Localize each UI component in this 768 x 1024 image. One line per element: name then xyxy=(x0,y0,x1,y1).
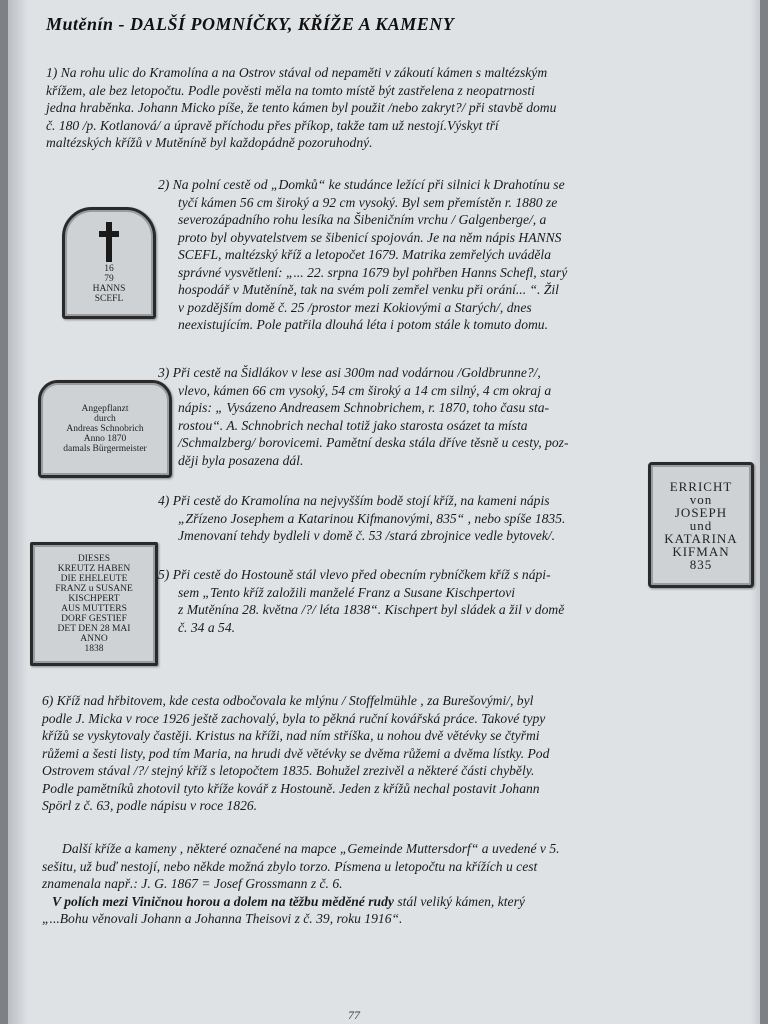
text-line: 2) Na polní cestě od „Domků“ ke studánce ležící při silnici k Drahotínu se xyxy=(158,177,565,192)
text-line: správné vysvětlení: „... 22. srpna 1679 byl pohřben Hanns Schefl, starý xyxy=(178,264,568,280)
paragraph-6 xyxy=(42,692,732,815)
stone-photo-kischpert xyxy=(30,542,158,666)
stone-inscription-line: ERRICHT xyxy=(669,478,733,494)
stone-inscription-line: durch xyxy=(94,414,116,424)
stone-inscription-line: FRANZ u SUSANE xyxy=(55,584,133,594)
paragraph-7 xyxy=(42,840,732,928)
text-line: Jmenovaní tehdy bydleli v domě č. 53 /stará zbrojnice vedle bytovek/. xyxy=(178,528,555,543)
stone-inscription-line: JOSEPH xyxy=(674,504,728,520)
stone-inscription-line: und xyxy=(689,517,713,533)
stone-inscription-line: DIE EHELEUTE xyxy=(60,574,128,584)
text-line: znamenala např.: J. G. 1867 = Josef Grossmann z č. 6. xyxy=(42,876,343,891)
text-line: hospodář v Mutěníně, tak na svém poli zemřel venku při orání... “. Žil xyxy=(178,282,559,297)
text-line: tyčí kámen 56 cm široký a 92 cm vysoký. Byl sem přemístěn r. 1880 ze xyxy=(178,194,558,210)
text-line: v pozdějším domě č. 25 /prostor mezi Kokiovými a Starých/, dnes xyxy=(178,299,532,315)
text-line: 1) Na rohu ulic do Kramolína a na Ostrov stával od nepaměti v zákoutí kámen s maltézským xyxy=(46,65,548,80)
text-line: podle J. Micka v roce 1926 ještě zachovalý, byla to pěkná ruční kovářská práce. Takové typy xyxy=(42,710,546,726)
text-line: Další kříže a kameny , některé označené na mapce „Gemeinde Muttersdorf“ a uvedené v 5. xyxy=(62,841,560,856)
stone-inscription-line: von xyxy=(689,491,713,507)
stone-photo-hanns-scefl xyxy=(62,207,156,319)
text-line: maltézských křížů v Mutěníně byl každopádně pozoruhodný. xyxy=(46,135,373,150)
paragraph-2 xyxy=(158,176,738,334)
text-line: sešitu, už buď nestojí, nebo někde možná zbylo torzo. Písmena u letopočtu na křížích u cest xyxy=(42,858,538,874)
stone-inscription-line: KISCHPERT xyxy=(68,594,120,604)
stone-inscription-line: DET DEN 28 MAI xyxy=(57,624,131,634)
text-line: č. 34 a 54. xyxy=(178,619,236,635)
text-line: Podle pamětníků zhotovil tyto kříže kovář z Hostouně. Jeden z křížů nechal postavit Johann xyxy=(42,780,540,796)
stone-inscription-line: Anno 1870 xyxy=(83,434,127,444)
stone-inscription-line: KATARINA xyxy=(664,530,738,546)
maltese-cross-icon xyxy=(99,222,119,262)
text-fragment: stál veliký kámen, který xyxy=(393,893,525,909)
text-line: 5) Při cestě do Hostouně stál vlevo před obecním rybníčkem kříž s nápi- xyxy=(158,567,551,582)
bold-phrase: V polích mezi Viničnou horou a dolem na těžbu měděné rudy xyxy=(52,893,394,909)
text-line: růžemi a šesti listy, pod tím Maria, na hrudi dvě větévky se dvěma růžemi a dvěma lístky. Pod xyxy=(42,745,550,761)
stone-inscription-line: ANNO xyxy=(80,634,108,644)
text-line: křížů se vyskytovaly častěji. Kristus na kříži, nad ním stříška, u nohou dvě větévky se čtyřmi xyxy=(42,728,540,743)
text-line: 3) Při cestě na Šidlákov v lese asi 300m nad vodárnou /Goldbrunne?/, xyxy=(158,365,541,380)
page-title: Mutěnín - DALŠÍ POMNÍČKY, KŘÍŽE A KAMENY xyxy=(46,14,455,34)
stone-inscription-line: AUS MUTTERS xyxy=(61,604,127,614)
text-line: z Mutěnína 28. května /?/ léta 1838“. Kischpert byl sládek a žil v domě xyxy=(178,602,565,617)
text-line: nápis: „ Vysázeno Andreasem Schnobrichem, r. 1870, toho času sta- xyxy=(178,400,550,415)
stone-inscription-line: Andreas Schnobrich xyxy=(66,424,144,434)
text-line: Spörl z č. 63, podle nápisu v roce 1826. xyxy=(42,798,258,813)
stone-inscription-line: 835 xyxy=(689,556,713,572)
text-line: neexistujícím. Pole patřila dlouhá léta i potom stále k tomuto domu. xyxy=(178,317,549,332)
stone-inscription-line: KREUTZ HABEN xyxy=(57,564,131,574)
text-line xyxy=(42,893,732,911)
stone-photo-kifman xyxy=(648,462,754,588)
text-line: „Zřízeno Josephem a Katarinou Kifmanovými, 835“ , nebo spíše 1835. xyxy=(178,510,566,526)
text-line: „...Bohu věnovali Johann a Johanna Theisovi z č. 39, roku 1916“. xyxy=(42,911,403,926)
stone-inscription-line: SCEFL xyxy=(94,294,124,304)
stone-inscription-line: HANNS xyxy=(92,284,126,294)
text-line: Ostrovem stával /?/ stejný kříž s letopočtem 1835. Bohužel zrezivěl a některé části chyběly. xyxy=(42,763,535,778)
stone-inscription-line: 79 xyxy=(104,274,114,284)
page-binding xyxy=(8,0,28,1024)
stone-photo-schnobrich xyxy=(38,380,172,478)
paragraph-1 xyxy=(46,64,726,152)
stone-inscription-line: 1838 xyxy=(84,644,104,654)
text-line: sem „Tento kříž založili manželé Franz a Susane Kischpertovi xyxy=(178,584,516,600)
text-line: /Schmalzberg/ borovicemi. Pamětní deska stála dříve těsně u cesty, poz- xyxy=(178,435,569,450)
text-line: 6) Kříž nad hřbitovem, kde cesta odbočovala ke mlýnu / Stoffelmühle , za Burešovými/, byl xyxy=(42,693,534,708)
paragraph-3 xyxy=(158,364,658,469)
text-line: křížem, ale bez letopočtu. Podle pověsti měla na tomto místě být zastřelena z neopatrnosti xyxy=(46,82,535,98)
document-page xyxy=(8,0,760,1024)
page-number: 77 xyxy=(348,1008,360,1022)
paragraph-5 xyxy=(158,566,658,636)
stone-inscription-line: damals Bürgermeister xyxy=(63,444,147,454)
text-line: severozápadního rohu lesíka na Šibeničním vrchu / Galgenberge/, a xyxy=(178,212,547,227)
text-line: jedna hraběnka. Johann Micko píše, že tento kámen byl použit /nebo zakryt?/ při stavbě domu xyxy=(46,100,557,115)
text-line: ději byla posazena dál. xyxy=(178,452,304,468)
stone-inscription-line: DORF GESTIEF xyxy=(61,614,127,624)
text-line: 4) Při cestě do Kramolína na nejvyšším bodě stojí kříž, na kameni nápis xyxy=(158,493,550,508)
text-line: rostou“. A. Schnobrich nechal totiž jako starosta osázet ta místa xyxy=(178,417,528,433)
text-line: proto byl obyvatelstvem se šibenicí spojován. Je na něm nápis HANNS xyxy=(178,229,562,245)
text-line: vlevo, kámen 66 cm vysoký, 54 cm široký a 14 cm silný, 4 cm okraj a xyxy=(178,382,552,398)
paragraph-4 xyxy=(158,492,653,545)
stone-inscription-line: KIFMAN xyxy=(672,543,730,559)
stone-inscription-line: 16 xyxy=(104,264,114,274)
stone-inscription-line: DIESES xyxy=(77,554,111,564)
text-line: SCEFL, maltézský kříž a letopočet 1679. Matrika zemřelých uváděla xyxy=(178,247,551,262)
text-line: č. 180 /p. Kotlanová/ a úpravě příchodu přes příkop, takže tam už nestojí.Výskyt tří xyxy=(46,117,499,133)
stone-inscription-line: Angepflanzt xyxy=(81,404,129,414)
